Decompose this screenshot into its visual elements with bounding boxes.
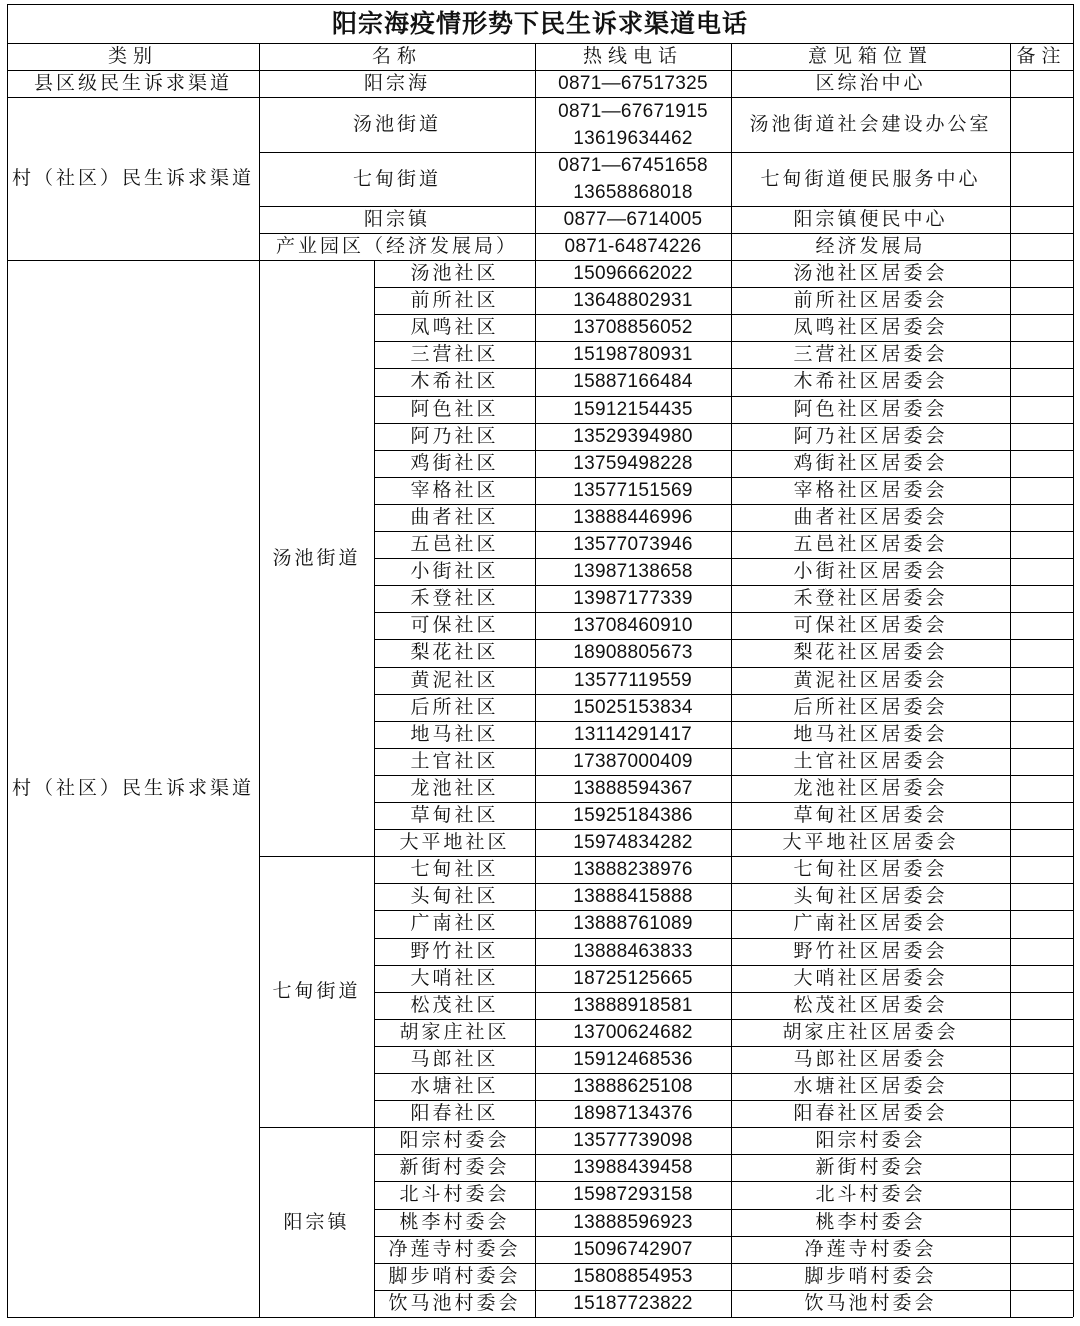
header-category: 类别 [107,45,158,67]
grid-line [374,477,1073,478]
grid-line [374,639,1073,640]
community-name: 脚步哨村委会 [388,1264,521,1287]
community-phone: 13888415888 [573,886,693,908]
grid-line [7,70,1073,71]
grid-line [374,1046,1073,1047]
community-box: 草甸社区居委会 [793,804,948,827]
community-box: 七甸社区居委会 [793,858,948,881]
community-name: 宰格社区 [410,478,499,501]
community-phone: 13759498228 [573,452,693,474]
community-box: 小街社区居委会 [793,560,948,583]
table-title: 阳宗海疫情形势下民生诉求渠道电话 [331,9,748,38]
community-box: 前所社区居委会 [793,289,948,312]
community-phone: 15912154435 [573,398,693,420]
village-row-name: 阳宗镇 [363,208,430,230]
community-phone: 13114291417 [573,723,693,745]
community-box: 脚步哨村委会 [804,1264,937,1287]
community-box: 梨花社区居委会 [793,641,948,664]
community-box: 阳春社区居委会 [793,1102,948,1125]
community-box: 胡家庄社区居委会 [782,1020,959,1043]
grid-line [374,612,1073,613]
community-name: 广南社区 [410,912,499,935]
grid-line [374,1181,1073,1182]
community-name: 阳春社区 [410,1102,499,1125]
community-name: 曲者社区 [410,505,499,528]
community-name: 黄泥社区 [410,668,499,691]
grid-line [374,585,1073,586]
community-name: 鸡街社区 [410,451,499,474]
grid-line [374,531,1073,532]
phone-number: 13658868018 [573,182,693,203]
community-box: 黄泥社区居委会 [793,668,948,691]
grid-line [374,1209,1073,1210]
community-name: 阿乃社区 [410,424,499,447]
community-box: 新街村委会 [815,1156,926,1179]
community-box: 大哨社区居委会 [793,966,948,989]
phone-number: 0871-64874226 [564,236,702,257]
community-phone: 13988439458 [573,1157,693,1179]
grid-line [374,423,1073,424]
community-phone: 13577119559 [573,669,693,691]
community-box: 禾登社区居委会 [793,587,948,610]
community-box: 后所社区居委会 [793,695,948,718]
community-phone: 13708856052 [573,317,693,339]
group-name: 阳宗镇 [283,1210,350,1233]
community-box: 净莲寺村委会 [804,1237,937,1260]
village-row-box: 经济发展局 [815,235,926,257]
grid-line [259,43,260,1317]
community-name: 地马社区 [410,722,499,745]
community-box: 土官社区居委会 [793,749,948,772]
grid-line [374,775,1073,776]
community-name: 净莲寺村委会 [388,1237,521,1260]
community-box: 阿乃社区居委会 [793,424,948,447]
grid-line [374,1236,1073,1237]
community-phone: 13708460910 [573,615,693,637]
phone-number: 0871—67671915 [558,100,708,122]
grid-line [374,1290,1073,1291]
community-phone: 18987134376 [573,1103,693,1125]
community-name: 草甸社区 [410,804,499,827]
community-phone: 15912468536 [573,1048,693,1070]
community-phone: 13648802931 [573,290,693,312]
community-box: 汤池社区居委会 [793,262,948,285]
community-name: 三营社区 [410,343,499,366]
phone-number: 0877—6714005 [563,209,703,230]
grid-line [731,43,732,1317]
header-phone: 热线电话 [582,45,683,67]
community-phone: 13987138658 [573,561,693,583]
community-box: 龙池社区居委会 [793,776,948,799]
community-name: 胡家庄社区 [399,1020,510,1043]
county-phone: 0871—67517325 [558,73,708,94]
grid-line [7,4,8,1317]
community-phone: 13888446996 [573,506,693,528]
grid-line [374,721,1073,722]
grid-line [374,287,1073,288]
village-row-name: 汤池街道 [352,113,441,135]
header-note: 备注 [1016,45,1067,67]
grid-line [374,260,375,1317]
community-phone: 18725125665 [573,967,693,989]
community-name: 七甸社区 [410,858,499,881]
group-name: 汤池街道 [272,546,361,569]
community-name: 阿色社区 [410,397,499,420]
community-name: 新街村委会 [399,1156,510,1179]
community-phone: 15096662022 [573,263,693,285]
community-name: 五邑社区 [410,533,499,556]
village-row-box: 七甸街道便民服务中心 [760,167,981,190]
community-phone: 15198780931 [573,344,693,366]
community-box: 松茂社区居委会 [793,993,948,1016]
village-row-phones [535,152,731,206]
community-phone: 15096742907 [573,1238,693,1260]
community-box: 宰格社区居委会 [793,478,948,501]
village-row-name: 产业园区（经济发展局） [275,235,518,257]
community-name: 北斗村委会 [399,1183,510,1206]
grid-line [374,1019,1073,1020]
community-name: 龙池社区 [410,776,499,799]
community-phone: 13700624682 [573,1021,693,1043]
grid-line [374,368,1073,369]
community-phone: 13888625108 [573,1076,693,1098]
community-name: 凤鸣社区 [410,316,499,339]
village-row-phones [535,206,731,233]
community-box: 头甸社区居委会 [793,885,948,908]
community-name: 桃李村委会 [399,1210,510,1233]
grid-line [374,314,1073,315]
community-phone: 15974834282 [573,832,693,854]
community-box: 鸡街社区居委会 [793,451,948,474]
community-phone: 13987177339 [573,588,693,610]
community-phone: 13577151569 [573,479,693,501]
grid-line [7,97,1073,98]
hotline-table [7,4,1073,1320]
phone-number: 13619634462 [573,127,693,149]
grid-line [374,341,1073,342]
village-row-box: 汤池街道社会建设办公室 [749,113,992,135]
grid-line [374,396,1073,397]
community-phone: 13888596923 [573,1211,693,1233]
community-phone: 17387000409 [573,750,693,772]
community-box: 地马社区居委会 [793,722,948,745]
community-name: 大哨社区 [410,966,499,989]
grid-line [7,43,1073,44]
community-name: 马郎社区 [410,1047,499,1070]
grid-line [374,965,1073,966]
community-box: 木希社区居委会 [793,370,948,393]
grid-line [374,450,1073,451]
grid-line [7,4,1073,5]
community-box: 广南社区居委会 [793,912,948,935]
community-box: 曲者社区居委会 [793,505,948,528]
community-phone: 13888463833 [573,940,693,962]
community-phone: 13888761089 [573,913,693,935]
community-phone: 13529394980 [573,425,693,447]
community-box: 凤鸣社区居委会 [793,316,948,339]
grid-line [7,260,1073,261]
community-phone: 15025153834 [573,696,693,718]
group-name: 七甸街道 [272,980,361,1003]
community-phone: 15987293158 [573,1184,693,1206]
county-category: 县区级民生诉求渠道 [33,72,232,94]
community-name: 可保社区 [410,614,499,637]
grid-line [374,748,1073,749]
grid-line [259,233,1073,234]
village-category: 村（社区）民生诉求渠道 [11,167,254,189]
community-box: 饮马池村委会 [804,1291,937,1314]
community-box: 野竹社区居委会 [793,939,948,962]
community-phone: 13577739098 [573,1130,693,1152]
phone-number: 0871—67451658 [558,155,708,176]
community-name: 禾登社区 [410,587,499,610]
grid-line [1073,4,1074,1317]
grid-line [374,910,1073,911]
community-phone: 15187723822 [573,1292,693,1314]
grid-line [259,206,1073,207]
grid-line [374,883,1073,884]
community-name: 饮马池村委会 [388,1291,521,1314]
grid-line [374,938,1073,939]
grid-line [535,43,536,1317]
community-category: 村（社区）民生诉求渠道 [11,776,254,799]
community-name: 后所社区 [410,695,499,718]
community-phone: 13888238976 [573,859,693,881]
grid-line [374,1100,1073,1101]
grid-line [374,1073,1073,1074]
grid-line [374,1154,1073,1155]
village-row-name: 七甸街道 [352,167,441,190]
county-box: 区综治中心 [815,72,926,94]
grid-line [374,992,1073,993]
community-box: 阳宗村委会 [815,1129,926,1152]
grid-line [259,856,1073,857]
community-box: 桃李村委会 [815,1210,926,1233]
header-name: 名称 [371,45,422,67]
grid-line [374,504,1073,505]
community-box: 大平地社区居委会 [782,831,959,854]
community-name: 前所社区 [410,289,499,312]
community-box: 北斗村委会 [815,1183,926,1206]
community-phone: 15925184386 [573,805,693,827]
grid-line [374,1263,1073,1264]
village-row-phones [535,97,731,152]
community-name: 阳宗村委会 [399,1129,510,1152]
community-name: 大平地社区 [399,831,510,854]
community-name: 头甸社区 [410,885,499,908]
village-row-phones [535,233,731,260]
county-name: 阳宗海 [363,72,430,94]
community-name: 水塘社区 [410,1075,499,1098]
community-box: 阿色社区居委会 [793,397,948,420]
grid-line [259,1127,1073,1128]
community-box: 三营社区居委会 [793,343,948,366]
village-row-box: 阳宗镇便民中心 [793,208,948,230]
grid-line [374,558,1073,559]
header-box: 意见箱位置 [807,45,933,67]
grid-line [374,829,1073,830]
grid-line [374,694,1073,695]
community-phone: 15887166484 [573,371,693,393]
grid-line [374,802,1073,803]
grid-line [259,152,1073,153]
community-name: 梨花社区 [410,641,499,664]
community-box: 水塘社区居委会 [793,1075,948,1098]
community-name: 土官社区 [410,749,499,772]
community-box: 可保社区居委会 [793,614,948,637]
community-phone: 15808854953 [573,1265,693,1287]
community-name: 小街社区 [410,560,499,583]
grid-line [374,667,1073,668]
community-box: 五邑社区居委会 [793,533,948,556]
community-phone: 13888594367 [573,777,693,799]
community-name: 松茂社区 [410,993,499,1016]
community-box: 马郎社区居委会 [793,1047,948,1070]
community-phone: 13888918581 [573,994,693,1016]
grid-line [1010,43,1011,1317]
community-phone: 13577073946 [573,534,693,556]
grid-line [7,1317,1073,1318]
community-phone: 18908805673 [573,642,693,664]
community-name: 木希社区 [410,370,499,393]
community-name: 野竹社区 [410,939,499,962]
community-name: 汤池社区 [410,262,499,285]
